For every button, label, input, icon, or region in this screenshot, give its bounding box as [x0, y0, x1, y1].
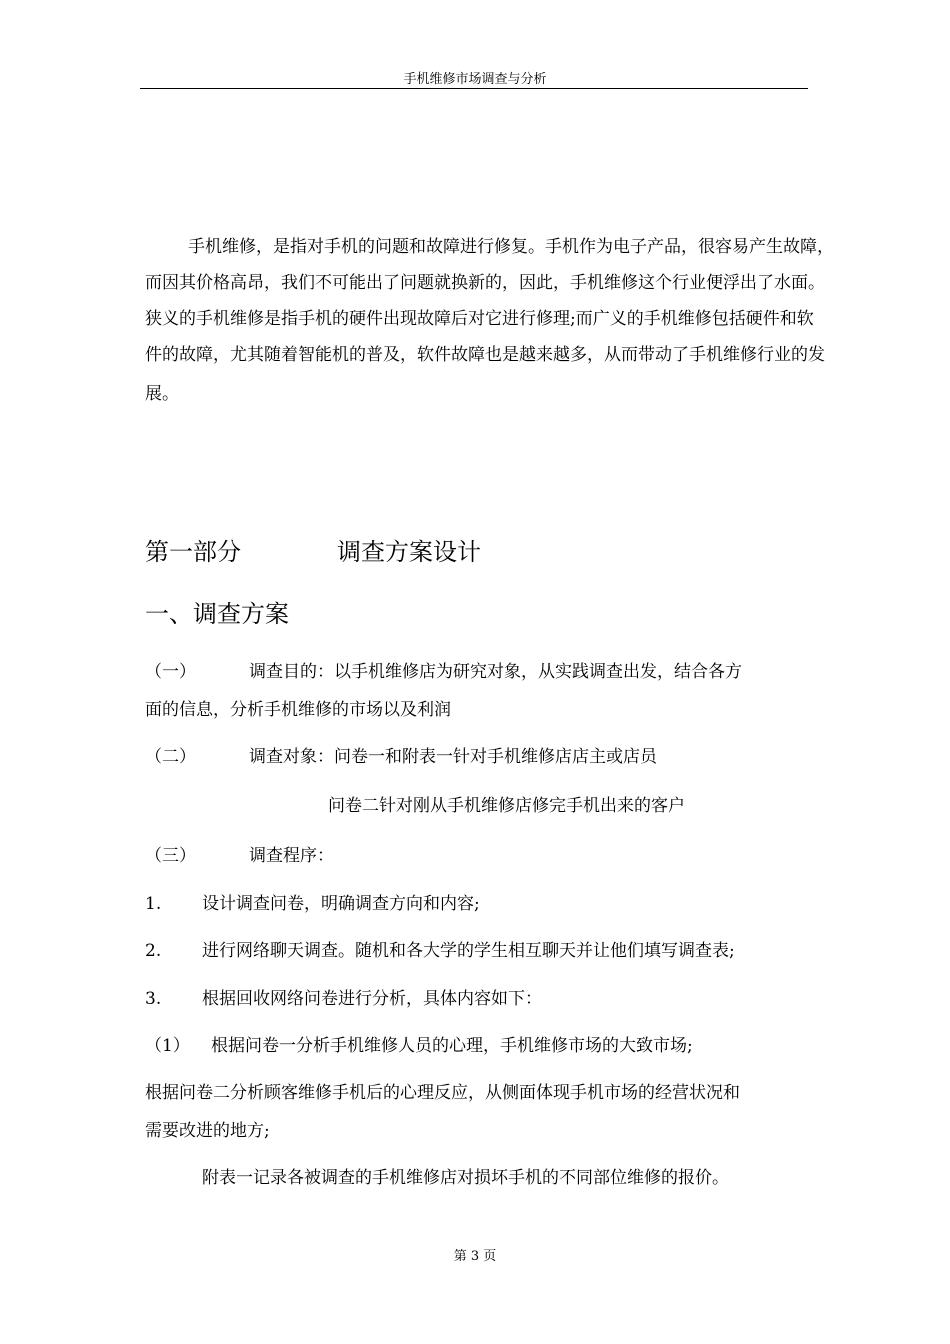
step-3-text: 根据回收网络问卷进行分析，具体内容如下： — [202, 989, 542, 1009]
running-header: 手机维修市场调查与分析 — [403, 72, 547, 87]
section-title: 一、调查方案 — [145, 600, 289, 628]
analysis-line-3: 需要改进的地方; — [145, 1121, 270, 1141]
step-2-text: 进行网络聊天调查。随机和各大学的学生相互聊天并让他们填写调查表; — [202, 941, 735, 961]
item-1-line-1: 调查目的：以手机维修店为研究对象，从实践调查出发，结合各方 — [249, 662, 742, 682]
step-1-text: 设计调查问卷，明确调查方向和内容; — [202, 894, 480, 914]
step-2-number: 2. — [145, 941, 162, 961]
item-2-line-1: 调查对象：问卷一和附表一针对手机维修店店主或店员 — [249, 747, 657, 767]
analysis-line-2: 根据问卷二分析顾客维修手机后的心理反应，从侧面体现手机市场的经营状况和 — [145, 1083, 740, 1103]
intro-line-2: 而因其价格高昂，我们不可能出了问题就换新的，因此，手机维修这个行业便浮出了水面。 — [145, 273, 825, 293]
item-1-line-2: 面的信息，分析手机维修的市场以及利润 — [145, 700, 451, 720]
item-3-line-1: 调查程序： — [249, 846, 334, 866]
intro-line-1: 手机维修，是指对手机的问题和故障进行修复。手机作为电子产品，很容易产生故障， — [188, 237, 834, 257]
item-1-number: （一） — [145, 662, 196, 682]
analysis-sub-1-number: （1） — [145, 1036, 190, 1056]
intro-line-4: 件的故障，尤其随着智能机的普及，软件故障也是越来越多，从而带动了手机维修行业的发 — [145, 345, 825, 365]
intro-line-3: 狭义的手机维修是指手机的硬件出现故障后对它进行修理;而广义的手机维修包括硬件和软 — [145, 309, 814, 329]
intro-line-5: 展。 — [145, 384, 179, 404]
page-number: 第 3 页 — [453, 1249, 497, 1264]
step-3-number: 3. — [145, 989, 162, 1009]
part-title: 调查方案设计 — [337, 538, 481, 566]
part-label: 第一部分 — [145, 538, 241, 566]
item-3-number: （三） — [145, 846, 196, 866]
analysis-line-4: 附表一记录各被调查的手机维修店对损坏手机的不同部位维修的报价。 — [202, 1168, 729, 1188]
step-1-number: 1. — [145, 894, 162, 914]
analysis-sub-1-text: 根据问卷一分析手机维修人员的心理，手机维修市场的大致市场; — [211, 1036, 693, 1056]
item-2-line-2: 问卷二针对刚从手机维修店修完手机出来的客户 — [328, 796, 685, 816]
item-2-number: （二） — [145, 747, 196, 767]
header-divider — [140, 88, 808, 89]
